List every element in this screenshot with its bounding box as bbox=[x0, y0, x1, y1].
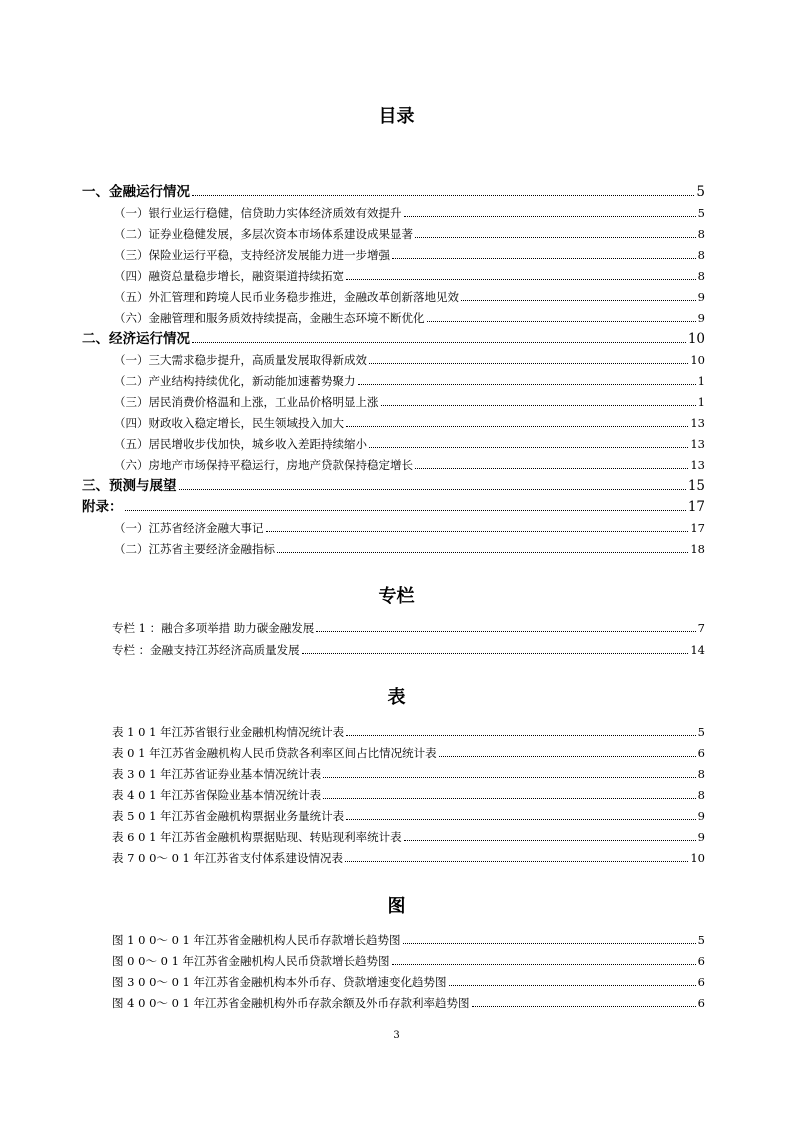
leader-dots bbox=[439, 756, 696, 757]
leader-dots bbox=[403, 943, 696, 944]
leader-dots bbox=[302, 653, 689, 654]
toc-page-number: 9 bbox=[697, 311, 705, 325]
toc-entry[interactable] bbox=[82, 180, 705, 200]
table-entry[interactable] bbox=[112, 804, 705, 824]
toc-page-number: 8 bbox=[697, 269, 705, 283]
toc-entry-text: （六）房地产市场保持平稳运行，房地产贷款保持稳定增长 bbox=[114, 458, 413, 472]
toc-page-number: 17 bbox=[690, 521, 705, 535]
leader-dots bbox=[369, 363, 688, 364]
table-entry-text: 表 6 0 1 年江苏省金融机构票据贴现、转贴现利率统计表 bbox=[112, 830, 402, 844]
toc-entry[interactable] bbox=[114, 222, 705, 242]
figure-entry[interactable] bbox=[112, 928, 705, 948]
figure-entry-text: 图 0 0～ 0 1 年江苏省金融机构人民币贷款增长趋势图 bbox=[112, 954, 390, 968]
table-entry-text: 表 3 0 1 年江苏省证券业基本情况统计表 bbox=[112, 767, 322, 781]
table-entry-text: 表 1 0 1 年江苏省银行业金融机构情况统计表 bbox=[112, 725, 345, 739]
leader-dots bbox=[323, 777, 696, 778]
toc-entry-text: （二）证券业稳健发展，多层次资本市场体系建设成果显著 bbox=[114, 227, 413, 241]
toc-entry[interactable] bbox=[82, 495, 705, 515]
leader-dots bbox=[346, 426, 688, 427]
leader-dots bbox=[392, 964, 696, 965]
toc-entry-text: （五）居民增收步伐加快，城乡收入差距持续缩小 bbox=[114, 437, 367, 451]
leader-dots bbox=[346, 819, 696, 820]
columns-section-title: 专栏 bbox=[378, 586, 415, 607]
toc-entry[interactable] bbox=[114, 390, 705, 410]
toc-entry[interactable] bbox=[114, 264, 705, 284]
column-entry-text: 专栏 ：金融支持江苏经济高质量发展 bbox=[112, 643, 300, 657]
toc-page-number: 15 bbox=[687, 478, 705, 494]
table-entry-text: 表 7 0 0～ 0 1 年江苏省支付体系建设情况表 bbox=[112, 851, 344, 865]
leader-dots bbox=[316, 631, 695, 632]
toc-entry[interactable] bbox=[114, 306, 705, 326]
leader-dots bbox=[266, 531, 689, 532]
toc-page-number: 8 bbox=[697, 227, 705, 241]
page-number: 3 bbox=[393, 1030, 400, 1041]
toc-entry-text: （一）银行业运行稳健，信贷助力实体经济质效有效提升 bbox=[114, 206, 402, 220]
figure-entry[interactable] bbox=[112, 970, 705, 990]
leader-dots bbox=[277, 552, 688, 553]
column-page-number: 7 bbox=[697, 621, 705, 635]
leader-dots bbox=[346, 279, 696, 280]
toc-entry[interactable] bbox=[82, 474, 705, 494]
leader-dots bbox=[404, 840, 696, 841]
toc-page-number: 10 bbox=[690, 353, 705, 367]
toc-page-number: 13 bbox=[690, 437, 705, 451]
toc-entry[interactable] bbox=[114, 285, 705, 305]
toc-entry[interactable] bbox=[114, 516, 705, 536]
toc-entry-text: （六）金融管理和服务质效持续提高，金融生态环境不断优化 bbox=[114, 311, 425, 325]
leader-dots bbox=[404, 216, 696, 217]
leader-dots bbox=[192, 195, 694, 196]
toc-page-number: 13 bbox=[690, 458, 705, 472]
figure-page-number: 6 bbox=[697, 996, 705, 1010]
leader-dots bbox=[358, 384, 696, 385]
toc-page-number: 5 bbox=[696, 184, 705, 200]
toc-entry[interactable] bbox=[114, 243, 705, 263]
toc-entry-text: 二、经济运行情况 bbox=[82, 331, 190, 347]
table-page-number: 8 bbox=[697, 788, 705, 802]
table-entry-text: 表 4 0 1 年江苏省保险业基本情况统计表 bbox=[112, 788, 322, 802]
leader-dots bbox=[415, 468, 688, 469]
figure-entry-text: 图 1 0 0～ 0 1 年江苏省金融机构人民币存款增长趋势图 bbox=[112, 933, 401, 947]
table-entry[interactable] bbox=[112, 825, 705, 845]
table-entry[interactable] bbox=[112, 783, 705, 803]
toc-entry-text: 一、金融运行情况 bbox=[82, 184, 190, 200]
table-page-number: 5 bbox=[697, 725, 705, 739]
leader-dots bbox=[415, 237, 696, 238]
leader-dots bbox=[461, 300, 696, 301]
table-entry[interactable] bbox=[112, 720, 705, 740]
toc-entry-text: 三、预测与展望 bbox=[82, 478, 177, 494]
table-entry-text: 表 5 0 1 年江苏省金融机构票据业务量统计表 bbox=[112, 809, 345, 823]
toc-entry-text: （四）融资总量稳步增长，融资渠道持续拓宽 bbox=[114, 269, 344, 283]
toc-entry-text: （四）财政收入稳定增长，民生领域投入加大 bbox=[114, 416, 344, 430]
leader-dots bbox=[449, 985, 696, 986]
toc-entry-text: （二）产业结构持续优化，新动能加速蓄势聚力 bbox=[114, 374, 356, 388]
figure-entry-text: 图 3 0 0～ 0 1 年江苏省金融机构本外币存、贷款增速变化趋势图 bbox=[112, 975, 447, 989]
leader-dots bbox=[381, 405, 696, 406]
toc-page-number: 13 bbox=[690, 416, 705, 430]
figure-page-number: 6 bbox=[697, 975, 705, 989]
tables-section-title: 表 bbox=[387, 687, 406, 708]
toc-page-number: 9 bbox=[697, 290, 705, 304]
toc-entry-text: （一）江苏省经济金融大事记 bbox=[114, 521, 264, 535]
figure-entry[interactable] bbox=[112, 949, 705, 969]
table-entry[interactable] bbox=[112, 741, 705, 761]
leader-dots bbox=[323, 798, 696, 799]
leader-dots bbox=[125, 510, 686, 511]
toc-entry-text: （一）三大需求稳步提升，高质量发展取得新成效 bbox=[114, 353, 367, 367]
figures-section-title: 图 bbox=[387, 896, 406, 917]
table-entry-text: 表 0 1 年江苏省金融机构人民币贷款各利率区间占比情况统计表 bbox=[112, 746, 437, 760]
leader-dots bbox=[392, 258, 696, 259]
toc-entry-text: （五）外汇管理和跨境人民币业务稳步推进，金融改革创新落地见效 bbox=[114, 290, 459, 304]
toc-entry-text: （二）江苏省主要经济金融指标 bbox=[114, 542, 275, 556]
toc-page-number: 1 bbox=[697, 395, 705, 409]
toc-entry[interactable] bbox=[114, 201, 705, 221]
toc-page-number: 10 bbox=[687, 331, 705, 347]
leader-dots bbox=[345, 861, 688, 862]
table-page-number: 8 bbox=[697, 767, 705, 781]
table-entry[interactable] bbox=[112, 762, 705, 782]
toc-entry[interactable] bbox=[114, 432, 705, 452]
table-page-number: 6 bbox=[697, 746, 705, 760]
page-title: 目录 bbox=[378, 106, 415, 127]
leader-dots bbox=[346, 735, 696, 736]
column-entry-text: 专栏 1 ：融合多项举措 助力碳金融发展 bbox=[112, 621, 315, 635]
figure-page-number: 6 bbox=[697, 954, 705, 968]
toc-page-number: 5 bbox=[697, 206, 705, 220]
table-entry[interactable] bbox=[112, 846, 705, 866]
toc-entry-text: 附录： bbox=[82, 499, 123, 515]
toc-entry[interactable] bbox=[114, 537, 705, 557]
table-page-number: 10 bbox=[690, 851, 705, 865]
toc-entry[interactable] bbox=[114, 411, 705, 431]
leader-dots bbox=[472, 1006, 696, 1007]
figure-entry[interactable] bbox=[112, 991, 705, 1011]
leader-dots bbox=[369, 447, 688, 448]
column-page-number: 14 bbox=[690, 643, 705, 657]
toc-entry[interactable] bbox=[114, 369, 705, 389]
leader-dots bbox=[427, 321, 696, 322]
figure-page-number: 5 bbox=[697, 933, 705, 947]
table-page-number: 9 bbox=[697, 809, 705, 823]
toc-entry[interactable] bbox=[82, 327, 705, 347]
column-entry[interactable] bbox=[112, 616, 705, 636]
toc-entry-text: （三）保险业运行平稳，支持经济发展能力进一步增强 bbox=[114, 248, 390, 262]
figure-entry-text: 图 4 0 0～ 0 1 年江苏省金融机构外币存款余额及外币存款利率趋势图 bbox=[112, 996, 470, 1010]
toc-page-number: 8 bbox=[697, 248, 705, 262]
toc-page-number: 1 bbox=[697, 374, 705, 388]
leader-dots bbox=[179, 489, 686, 490]
toc-entry[interactable] bbox=[114, 348, 705, 368]
toc-entry-text: （三）居民消费价格温和上涨，工业品价格明显上涨 bbox=[114, 395, 379, 409]
toc-page-number: 18 bbox=[690, 542, 705, 556]
column-entry[interactable] bbox=[112, 638, 705, 658]
leader-dots bbox=[192, 342, 686, 343]
table-page-number: 9 bbox=[697, 830, 705, 844]
toc-page-number: 17 bbox=[687, 499, 705, 515]
toc-entry[interactable] bbox=[114, 453, 705, 473]
